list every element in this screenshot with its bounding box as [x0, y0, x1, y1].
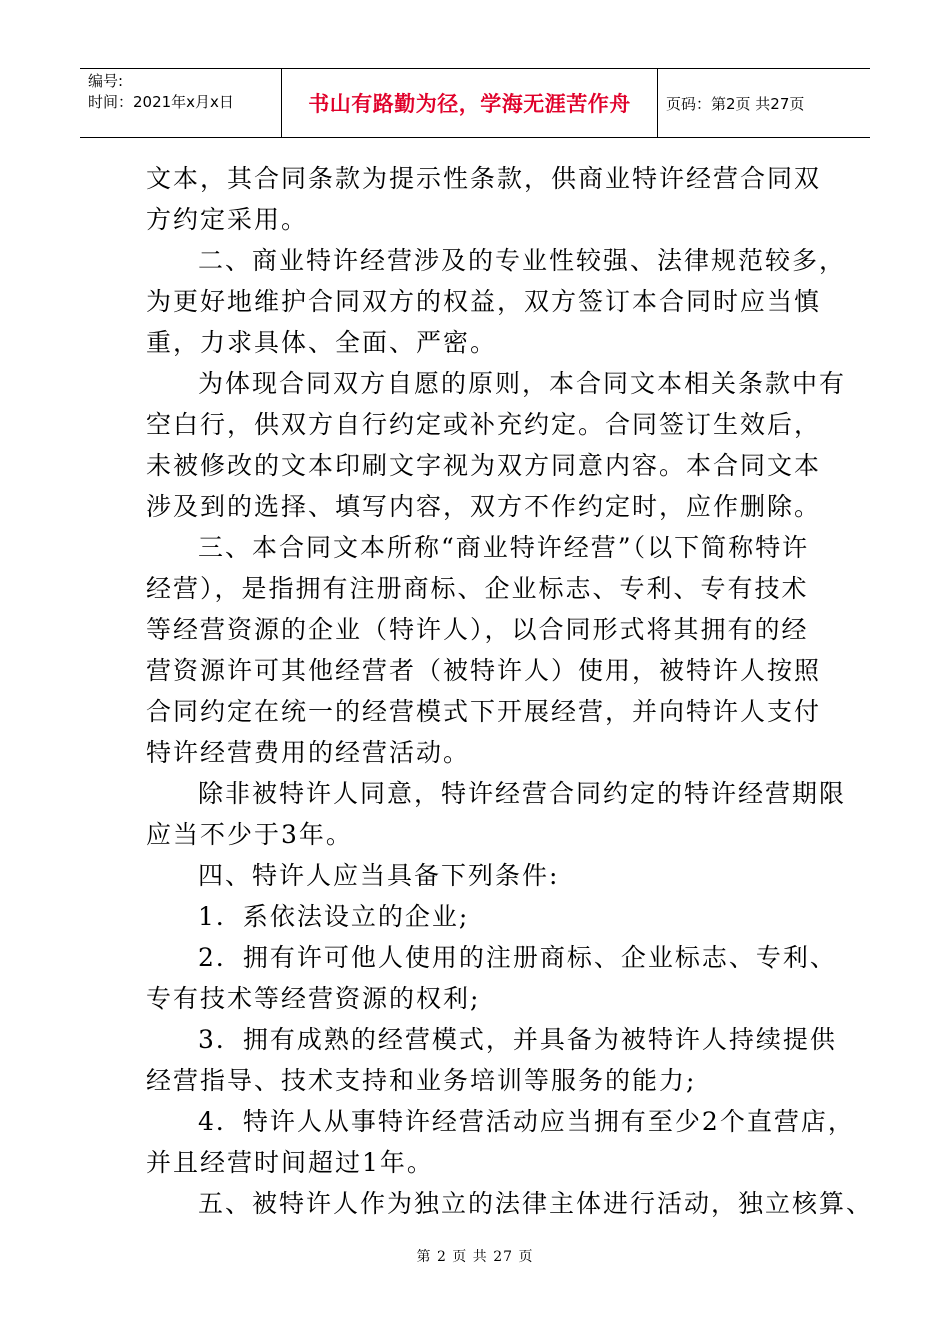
document-body [146, 158, 874, 1224]
body-text-line: 营资源许可其他经营者（被特许人）使用，被特许人按照 [146, 656, 822, 685]
body-text-line: 涉及到的选择、填写内容，双方不作约定时，应作删除。 [146, 492, 822, 521]
page-footer: 第 2 页 共 27 页 [416, 1249, 534, 1265]
body-text-line: 经营指导、技术支持和业务培训等服务的能力; [146, 1066, 697, 1095]
body-text-line: 四、特许人应当具备下列条件: [198, 861, 560, 890]
body-text-line: 方约定采用。 [146, 205, 309, 234]
body-text-line: 除非被特许人同意，特许经营合同约定的特许经营期限 [198, 779, 847, 808]
body-text-line: 1．系依法设立的企业; [198, 902, 470, 931]
body-text-line: 经营），是指拥有注册商标、企业标志、专利、专有技术 [146, 574, 809, 603]
body-text-line: 重，力求具体、全面、严密。 [146, 328, 498, 357]
body-text-line: 应当不少于3年。 [146, 820, 353, 849]
document-number-label: 编号: [88, 72, 124, 90]
body-text-line: 三、本合同文本所称“商业特许经营”（以下简称特许 [198, 533, 810, 562]
body-text-line: 五、被特许人作为独立的法律主体进行活动，独立核算、 [198, 1189, 874, 1218]
body-text-line: 文本，其合同条款为提示性条款，供商业特许经营合同双 [146, 164, 822, 193]
header-page-info: 页码：第2页 共27页 [666, 94, 805, 113]
body-text-line: 合同约定在统一的经营模式下开展经营，并向特许人支付 [146, 697, 822, 726]
body-text-line: 等经营资源的企业（特许人），以合同形式将其拥有的经 [146, 615, 809, 644]
body-text-line: 并且经营时间超过1年。 [146, 1148, 434, 1177]
header-motto-cell [282, 69, 658, 137]
header-meta [80, 69, 282, 137]
body-text-line: 空白行，供双方自行约定或补充约定。合同签订生效后， [146, 410, 822, 439]
body-text-line: 专有技术等经营资源的权利; [146, 984, 481, 1013]
body-text-line: 2．拥有许可他人使用的注册商标、企业标志、专利、 [198, 943, 837, 972]
body-text-line: 未被修改的文本印刷文字视为双方同意内容。本合同文本 [146, 451, 822, 480]
body-text-line: 4．特许人从事特许经营活动应当拥有至少2个直营店， [198, 1107, 855, 1136]
body-text-line: 3．拥有成熟的经营模式，并具备为被特许人持续提供 [198, 1025, 837, 1054]
document-time-label: 时间：2021年x月x日 [88, 93, 234, 111]
page-header [80, 68, 870, 138]
body-text-line: 特许经营费用的经营活动。 [146, 738, 471, 767]
body-text-line: 二、商业特许经营涉及的专业性较强、法律规范较多， [198, 246, 847, 275]
body-text-line: 为更好地维护合同双方的权益，双方签订本合同时应当慎 [146, 287, 822, 316]
body-text-line: 为体现合同双方自愿的原则，本合同文本相关条款中有 [198, 369, 847, 398]
header-motto: 书山有路勤为径，学海无涯苦作舟 [308, 92, 631, 116]
